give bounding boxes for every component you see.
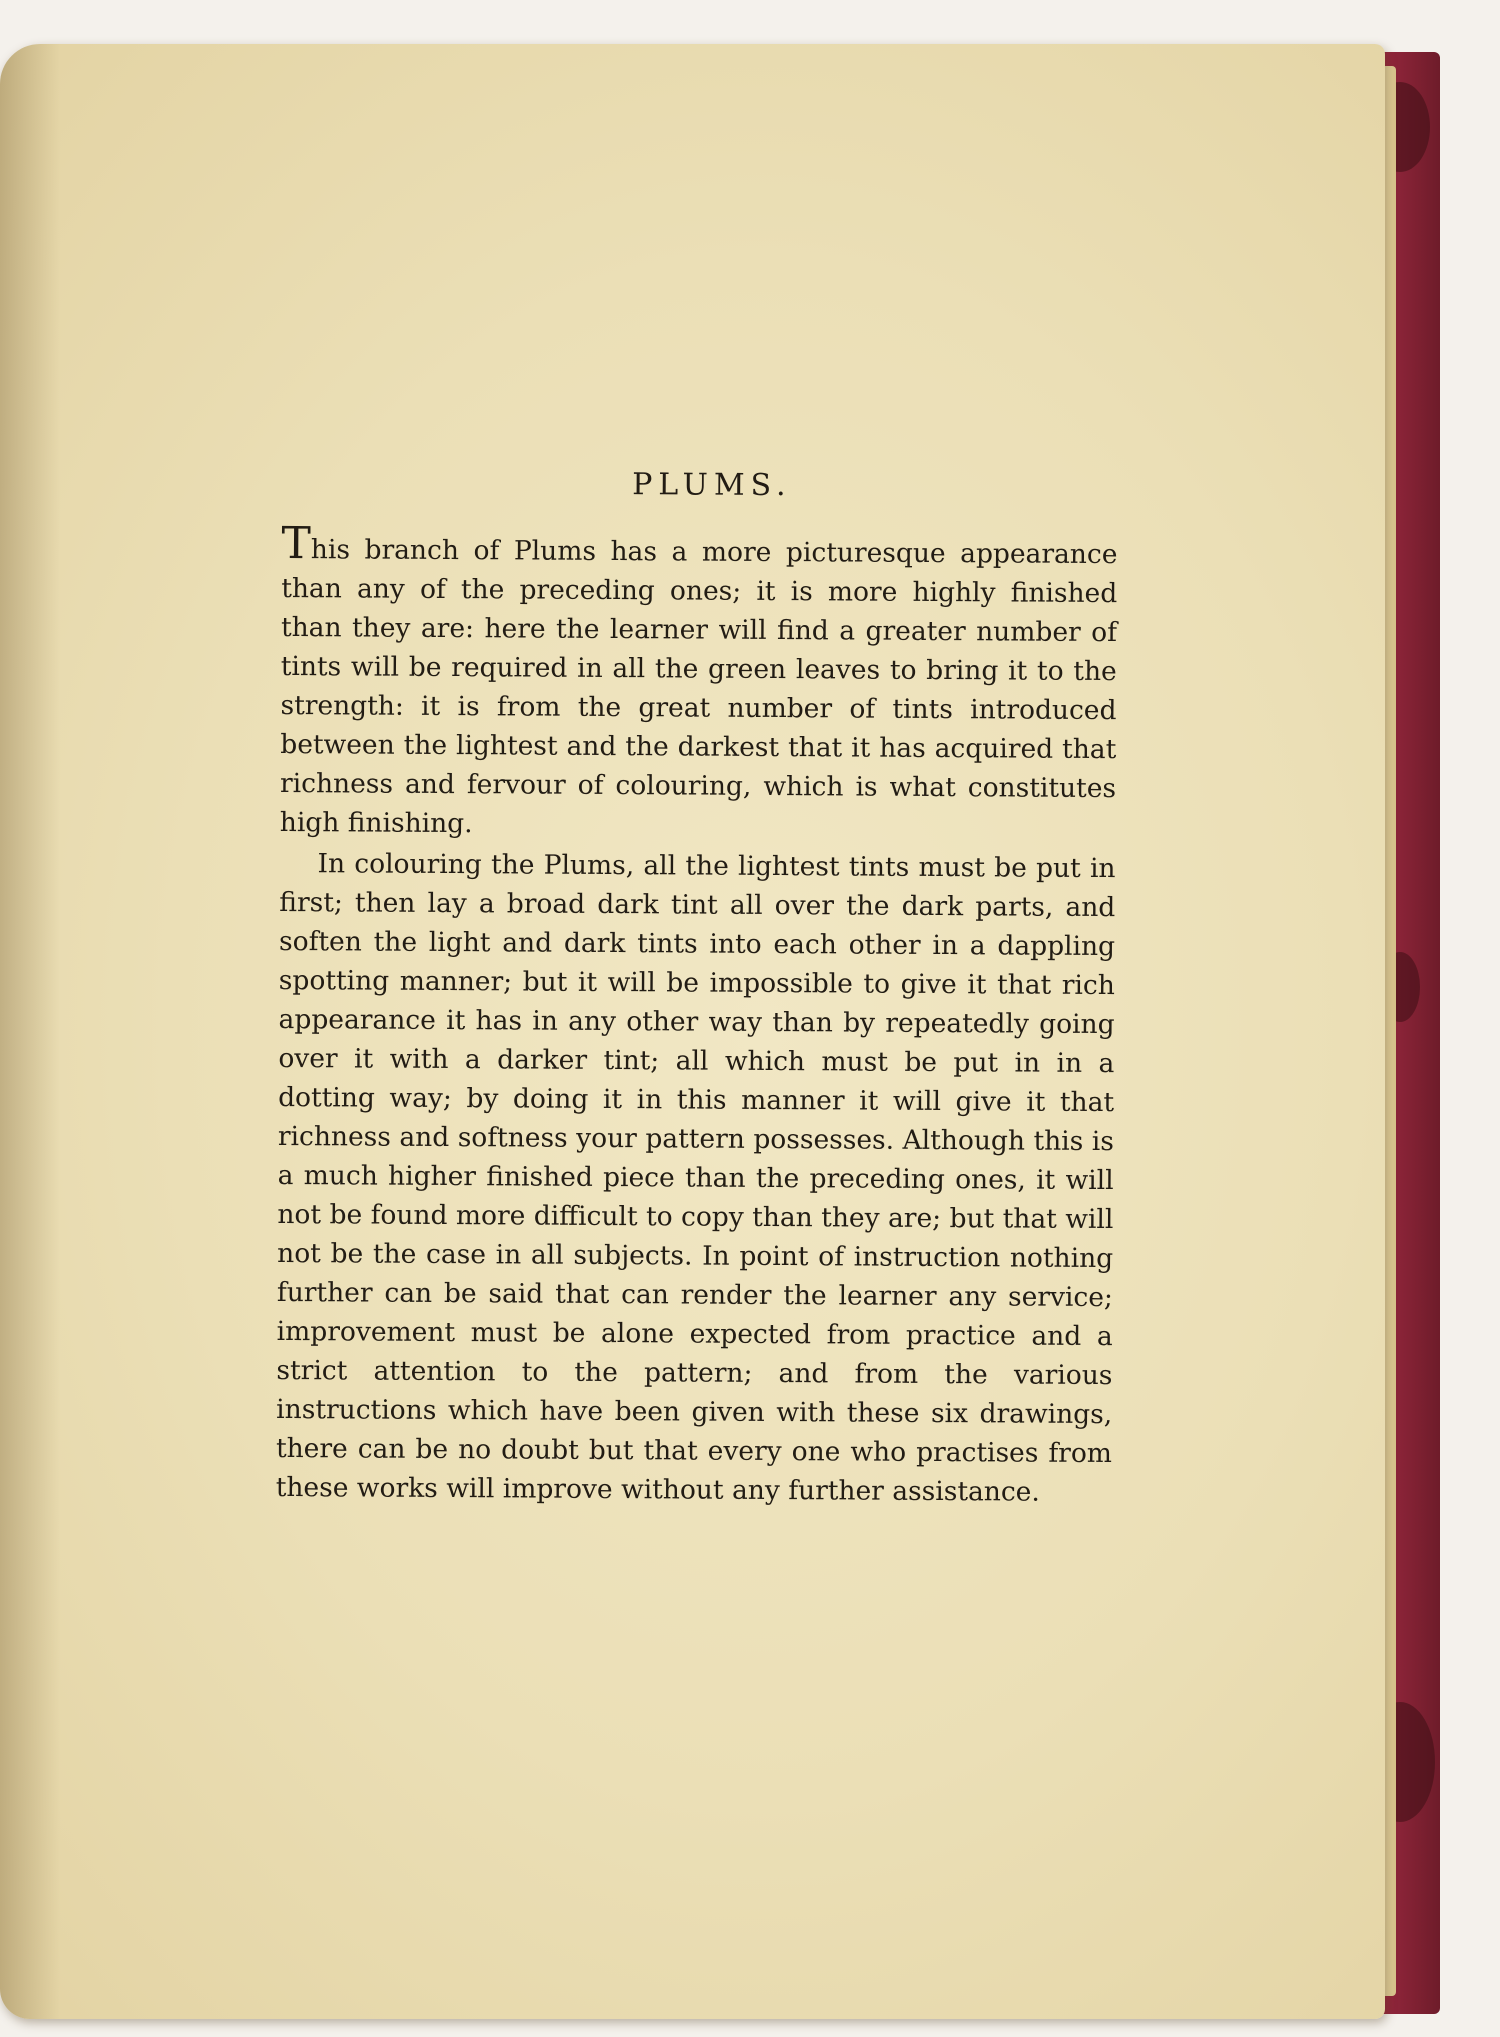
gutter-shadow — [0, 44, 60, 2019]
text-block — [276, 465, 1118, 1512]
paragraph-1: This branch of Plums has a more picturesque appearance than any of the preceding ones; it is more highly finished than they are: here the learner will find a greater number of tints will be required in all the green leaves to bring it to the strength: it is from the great number of tints introduced between the lightest and the darkest that it has acquired that richness and fervour of colouring, which is what constitutes high finishing. — [279, 517, 1118, 840]
page-title: PLUMS. — [632, 467, 792, 504]
paragraph-2: In colouring the Plums, all the lightest tints must be put in first; then lay a broad dark tint all over the dark parts, and soften the light and dark tints into each other in a dappling spotting manner; but it will be impossible to give it that rich appearance it has in any other way than by repeatedly going over it with a darker tint; all which must be put in in a dotting way; by doing it in this manner it will give it that richness and softness your pattern possesses. Although this is a much higher finished piece than the preceding ones, it will not be found more difficult to copy than they are; but that will not be the case in all subjects. In point of instruction nothing further can be said that can render the learner any service; improvement must be alone expected from practice and a strict attention to the pattern; and from the various instructions which have been given with these six drawings, there can be no doubt but that every one who practises from these works will improve without any further assistance. — [275, 848, 1116, 1508]
